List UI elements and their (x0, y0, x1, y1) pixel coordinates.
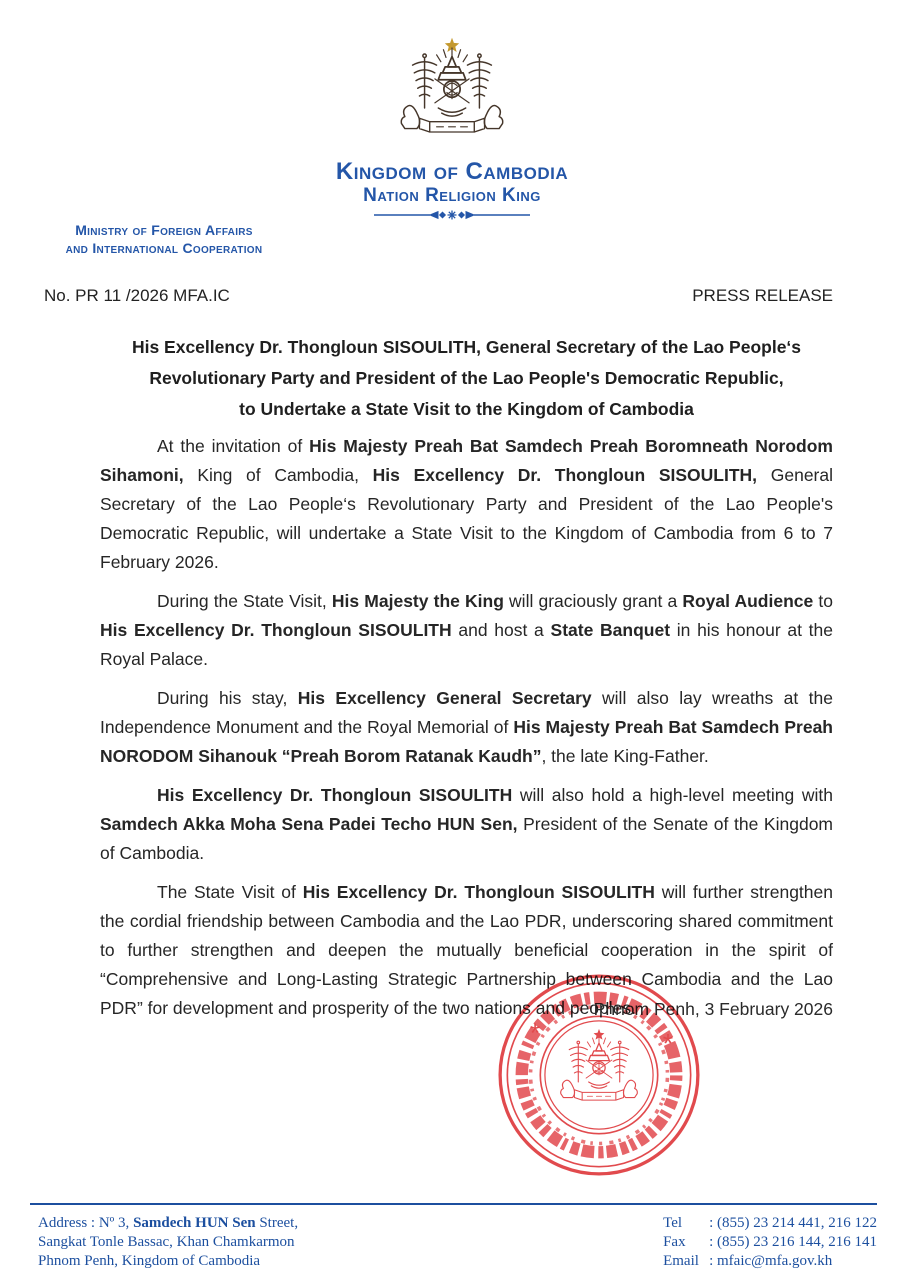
tel-value: : (855) 23 214 441, 216 122 (709, 1215, 877, 1231)
fax-label: Fax (663, 1234, 686, 1250)
title-line-1: His Excellency Dr. Thongloun SISOULITH, General Secretary of the Lao People‘s (131, 337, 802, 357)
paragraph-4: His Excellency Dr. Thongloun SISOULITH will also hold a high-level meeting with Samdech Akka Moha Sena Padei Techo HUN Sen, President of the Senate of the Kingdom of Cambodia. (100, 785, 833, 863)
royal-arms-icon (392, 33, 512, 159)
ministry-line-1: Ministry of Foreign Affairs (75, 222, 253, 238)
fax-value: : (855) 23 216 144, 216 141 (709, 1234, 877, 1250)
email-label: Email (663, 1253, 699, 1269)
email-value: : mfaic@mfa.gov.kh (709, 1253, 833, 1269)
contact-tel (663, 1214, 877, 1233)
kingdom-title: Kingdom of Cambodia (335, 158, 569, 185)
footer-contact (663, 1214, 877, 1271)
document-body (100, 432, 833, 1033)
national-motto: Nation Religion King (363, 185, 541, 206)
title-line-3: to Undertake a State Visit to the Kingdom of Cambodia (239, 399, 694, 419)
address-line-2: Sangkat Tonle Bassac, Khan Chamkarmon (38, 1234, 295, 1250)
press-release-title (90, 332, 843, 425)
footer-address (30, 1214, 298, 1271)
paragraph-5: The State Visit of His Excellency Dr. Thongloun SISOULITH will further strengthen the cordial friendship between Cambodia and the Lao PDR, underscoring shared commitment to further strengthen and deepen the mutually beneficial cooperation in the spirit of “Comprehensive and Long-Lasting Strategic Partnership between Cambodia and the Lao PDR” for development and prosperity of the two nations and peoples. (100, 882, 833, 1018)
seal-star-right: * (662, 1028, 674, 1059)
ministry-name (30, 221, 298, 257)
address-line-1: Address : Nº 3, Samdech HUN Sen Street, (38, 1215, 299, 1231)
contact-fax (663, 1233, 877, 1252)
title-line-2: Revolutionary Party and President of the Lao People's Democratic Republic, (149, 368, 784, 388)
ministry-seal-icon (494, 972, 704, 1178)
reference-row (44, 286, 833, 306)
ornament-divider-icon (372, 209, 532, 221)
footer (30, 1203, 877, 1271)
address-line-3: Phnom Penh, Kingdom of Cambodia (38, 1253, 261, 1269)
paragraph-1: At the invitation of His Majesty Preah Bat Samdech Preah Boromneath Norodom Sihamoni, King of Cambodia, His Excellency Dr. Thongloun SISOULITH, General Secretary of the Lao People‘s Revolutionary Party and President of the Lao People's Democratic Republic, will undertake a State Visit to the Kingdom of Cambodia from 6 to 7 February 2026. (100, 436, 833, 572)
contact-email (663, 1252, 877, 1271)
tel-label: Tel (663, 1215, 683, 1231)
ministry-line-2: and International Cooperation (65, 240, 263, 256)
paragraph-2: During the State Visit, His Majesty the King will graciously grant a Royal Audience to His Excellency Dr. Thongloun SISOULITH and host a State Banquet in his honour at the Royal Palace. (100, 591, 834, 669)
document-ref-number: No. PR 11 /2026 MFA.IC (44, 286, 230, 305)
paragraph-3: During his stay, His Excellency General Secretary will also lay wreaths at the Independence Monument and the Royal Memorial of His Majesty Preah Bat Samdech Preah NORODOM Sihanouk “Preah Borom Ratanak Kaudh”, the late King-Father. (100, 688, 833, 766)
document-type-label: PRESS RELEASE (692, 286, 833, 305)
dateline: Phnom Penh, 3 February 2026 (593, 999, 833, 1019)
seal-star-left: * (529, 1018, 541, 1049)
